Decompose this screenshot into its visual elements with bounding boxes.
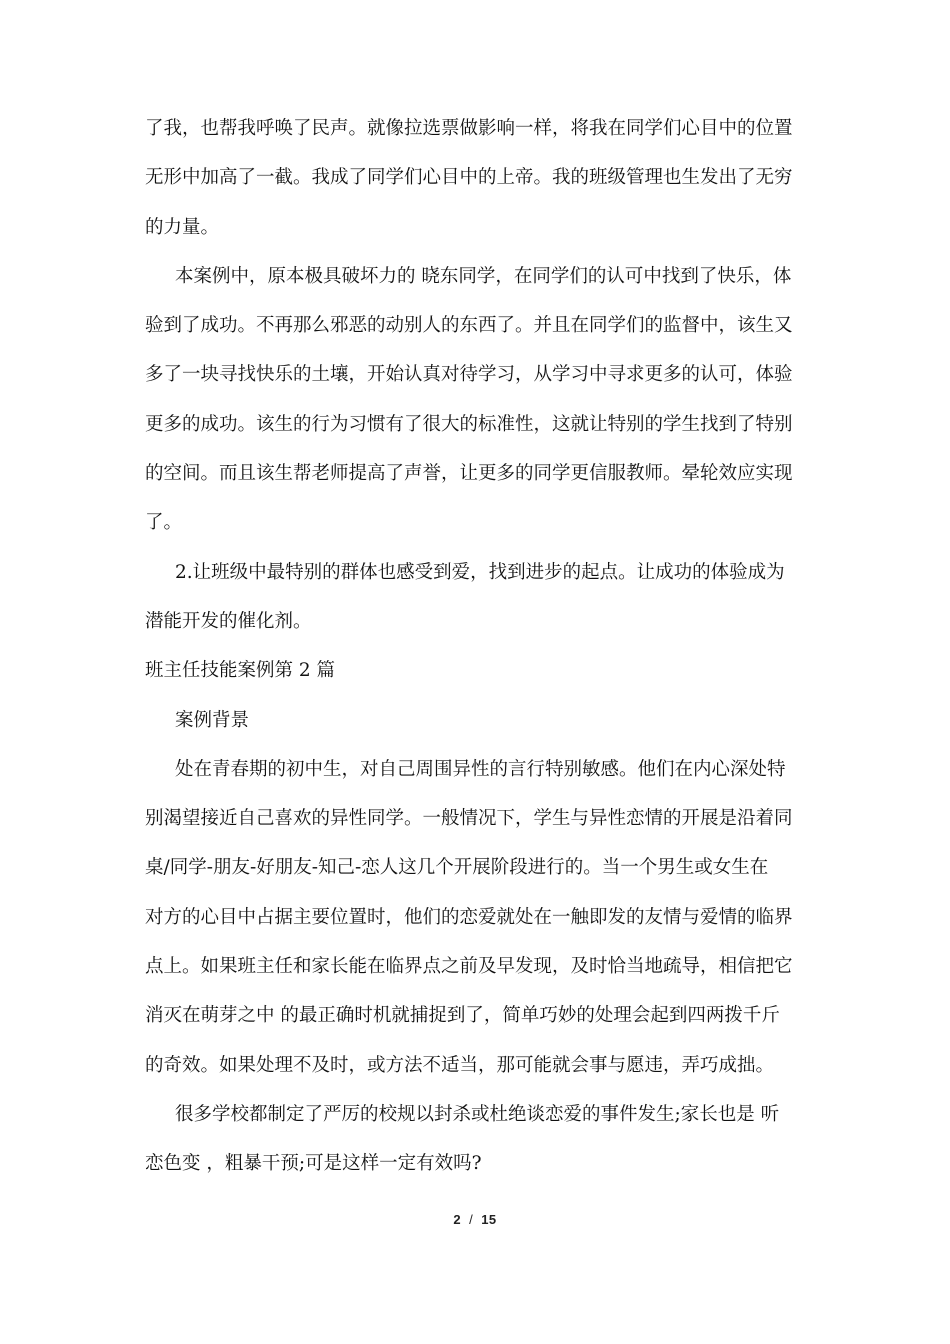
text-line: 班主任技能案例第 2 篇	[145, 660, 336, 682]
total-page-count: 15	[481, 1212, 497, 1227]
section-heading	[145, 646, 810, 695]
text-line: 点上。如果班主任和家长能在临界点之前及早发现，及时恰当地疏导，相信把它	[145, 956, 793, 978]
text-line: 的力量。	[145, 216, 220, 238]
subsection-heading	[145, 696, 810, 745]
text-line: 别渴望接近自己喜欢的异性同学。一般情况下，学生与异性恋情的开展是沿着同	[145, 808, 793, 830]
text-line: 本案例中，原本极具破坏力的 晓东同学，在同学们的认可中找到了快乐，体	[175, 265, 792, 287]
text-line: 验到了成功。不再那么邪恶的动别人的东西了。并且在同学们的监督中，该生又	[145, 315, 793, 337]
paragraph-p7	[145, 1090, 810, 1189]
text-line: 很多学校都制定了严厉的校规以封杀或杜绝谈恋爱的事件发生;家长也是 听	[175, 1103, 780, 1125]
text-line: 对方的心目中占据主要位置时，他们的恋爱就处在一触即发的友情与爱情的临界	[145, 906, 793, 928]
text-line: 的奇效。如果处理不及时，或方法不适当，那可能就会事与愿违，弄巧成拙。	[145, 1054, 775, 1076]
text-line: 了我，也帮我呼唤了民声。就像拉选票做影响一样，将我在同学们心目中的位置	[145, 118, 793, 139]
text-line: 更多的成功。该生的行为习惯有了很大的标准性，这就让特别的学生找到了特别	[145, 413, 793, 435]
page-number-footer	[0, 1212, 950, 1227]
text-line: 2.让班级中最特别的群体也感受到爱，找到进步的起点。让成功的体验成为	[175, 561, 785, 583]
text-line: 无形中加高了一截。我成了同学们心目中的上帝。我的班级管理也生发出了无穷	[145, 167, 793, 189]
paragraph-p6	[145, 745, 810, 1090]
text-line: 桌/同学-朋友-好朋友-知己-恋人这几个开展阶段进行的。当一个男生或女生在	[145, 857, 769, 879]
text-line: 案例背景	[175, 709, 250, 731]
paragraph-p2	[145, 252, 810, 548]
text-line: 的空间。而且该生帮老师提高了声誉，让更多的同学更信服教师。晕轮效应实现	[145, 463, 793, 485]
page-separator: /	[469, 1212, 474, 1227]
text-line: 潜能开发的催化剂。	[145, 610, 312, 632]
document-body	[145, 104, 810, 1189]
current-page-number: 2	[453, 1212, 462, 1227]
paragraph-p3	[145, 548, 810, 647]
text-line: 消灭在萌芽之中 的最正确时机就捕捉到了，简单巧妙的处理会起到四两拨千斤	[145, 1005, 780, 1027]
text-line: 了。	[145, 512, 183, 534]
paragraph-p1	[145, 104, 810, 252]
text-line: 处在青春期的初中生，对自己周围异性的言行特别敏感。他们在内心深处特	[175, 758, 786, 780]
text-line: 多了一块寻找快乐的土壤，开始认真对待学习，从学习中寻求更多的认可，体验	[145, 364, 793, 386]
text-line: 恋色变 ，粗暴干预;可是这样一定有效吗?	[145, 1153, 482, 1175]
